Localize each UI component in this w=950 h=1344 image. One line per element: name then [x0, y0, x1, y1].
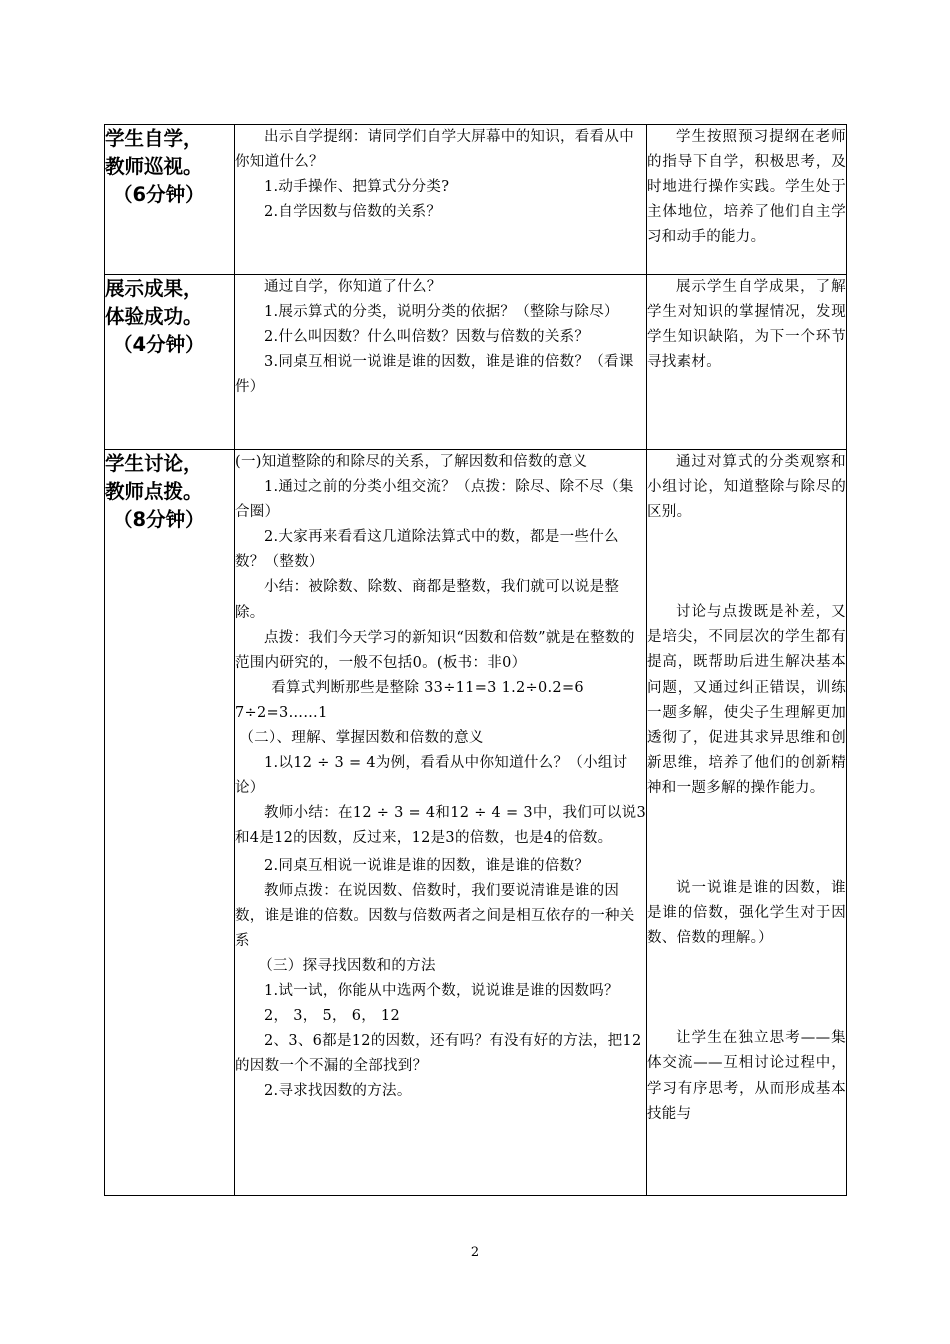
intent-paragraph: 让学生在独立思考——集体交流——互相讨论过程中，学习有序思考，从而形成基本技能与: [647, 1030, 846, 1122]
content-paragraph: 1.以12 ÷ 3 = 4为例，看看从中你知道什么？（小组讨论）: [235, 755, 628, 797]
intent-paragraph: 展示学生自学成果，了解学生对知识的掌握情况，发现学生知识缺陷，为下一个环节寻找素材。: [647, 279, 846, 371]
content-paragraph: 2.什么叫因数？什么叫倍数？因数与倍数的关系？: [264, 329, 590, 346]
stage-line: 展示成果，: [105, 277, 203, 300]
stage-duration: （4分钟）: [113, 333, 205, 356]
content-paragraph: 2.同桌互相说一说谁是谁的因数，谁是谁的倍数？: [264, 857, 590, 874]
stage-line: 体验成功。: [105, 305, 203, 328]
content-paragraph: 2， 3， 5， 6， 12: [264, 1008, 400, 1025]
content-paragraph: 1.通过之前的分类小组交流？（点拨：除尽、除不尽（集合圈）: [235, 479, 634, 521]
table-row: [105, 125, 847, 275]
intent-cell: [647, 450, 847, 1196]
content-paragraph: 1.动手操作、把算式分分类?: [264, 179, 450, 196]
content-paragraph: 通过自学，你知道了什么？: [264, 279, 442, 295]
content-paragraph: 看算式判断那些是整除 33÷11=3 1.2÷0.2=6: [271, 679, 584, 696]
intent-cell: [647, 125, 847, 275]
stage-line: 教师巡视。: [105, 155, 203, 178]
page-number: 2: [470, 1245, 480, 1260]
content-paragraph: 1.试一试，你能从中选两个数，说说谁是谁的因数吗？: [264, 982, 619, 999]
table-row: [105, 450, 847, 1196]
lesson-plan-table: [104, 124, 847, 1196]
section-heading: (一)知道整除的和除尽的关系，了解因数和倍数的意义: [235, 454, 588, 470]
stage-cell: [105, 125, 235, 275]
content-cell: [235, 125, 647, 275]
stage-line: 学生讨论，: [105, 452, 203, 475]
content-paragraph: 出示自学提纲：请同学们自学大屏幕中的知识，看看从中你知道什么？: [235, 129, 634, 171]
stage-duration: （6分钟）: [113, 183, 205, 206]
content-paragraph: 7÷2=3……1: [235, 704, 328, 721]
intent-cell: [647, 275, 847, 450]
intent-paragraph: 通过对算式的分类观察和小组讨论，知道整除与除尽的区别。: [647, 454, 846, 521]
content-cell: [235, 450, 647, 1196]
content-paragraph: 2.自学因数与倍数的关系？: [264, 204, 442, 221]
content-paragraph: 2.大家再来看看这几道除法算式中的数，都是一些什么数？（整数）: [235, 529, 619, 571]
intent-paragraph: 学生按照预习提纲在老师的指导下自学，积极思考，及时地进行操作实践。学生处于主体地位，培养了他们自主学习和动手的能力。: [647, 129, 846, 246]
content-paragraph: 教师小结：在12 ÷ 3 = 4和12 ÷ 4 = 3中，我们可以说3和4是12的因数，反过来，12是3的倍数，也是4的倍数。: [235, 805, 646, 847]
section-heading: （三）探寻找因数和的方法: [258, 957, 436, 974]
content-paragraph: 教师点拨：在说因数、倍数时，我们要说清谁是谁的因数，谁是谁的倍数。因数与倍数两者之间是相互依存的一种关系: [235, 882, 635, 949]
content-paragraph: 点拨：我们今天学习的新知识“因数和倍数”就是在整数的范围内研究的，一般不包括0。(板书：非0）: [235, 629, 635, 671]
content-cell: [235, 275, 647, 450]
stage-line: 教师点拨。: [105, 480, 203, 503]
stage-cell: [105, 275, 235, 450]
stage-line: 学生自学，: [105, 127, 203, 150]
content-paragraph: 2.寻求找因数的方法。: [264, 1083, 412, 1100]
intent-paragraph: 讨论与点拨既是补差，又是培尖，不同层次的学生都有提高，既帮助后进生解决基本问题，又通过纠正错误，训练一题多解，使尖子生理解更加透彻了，促进其求异思维和创新思维，培养了他们的创新精神和一题多解的操作能力。: [647, 604, 846, 796]
content-paragraph: 1.展示算式的分类，说明分类的依据？（整除与除尽）: [264, 304, 619, 321]
table-row: [105, 275, 847, 450]
content-paragraph: 小结：被除数、除数、商都是整数，我们就可以说是整除。: [235, 579, 620, 621]
section-heading: （二）、理解、掌握因数和倍数的意义: [239, 730, 484, 747]
stage-duration: （8分钟）: [113, 508, 205, 531]
content-paragraph: 2、3、6都是12的因数，还有吗？有没有好的方法，把12的因数一个不漏的全部找到？: [235, 1033, 642, 1075]
stage-cell: [105, 450, 235, 1196]
content-paragraph: 3.同桌互相说一说谁是谁的因数，谁是谁的倍数？（看课件）: [235, 354, 634, 396]
intent-paragraph: 说一说谁是谁的因数，谁是谁的倍数，强化学生对于因数、倍数的理解。）: [647, 880, 846, 947]
